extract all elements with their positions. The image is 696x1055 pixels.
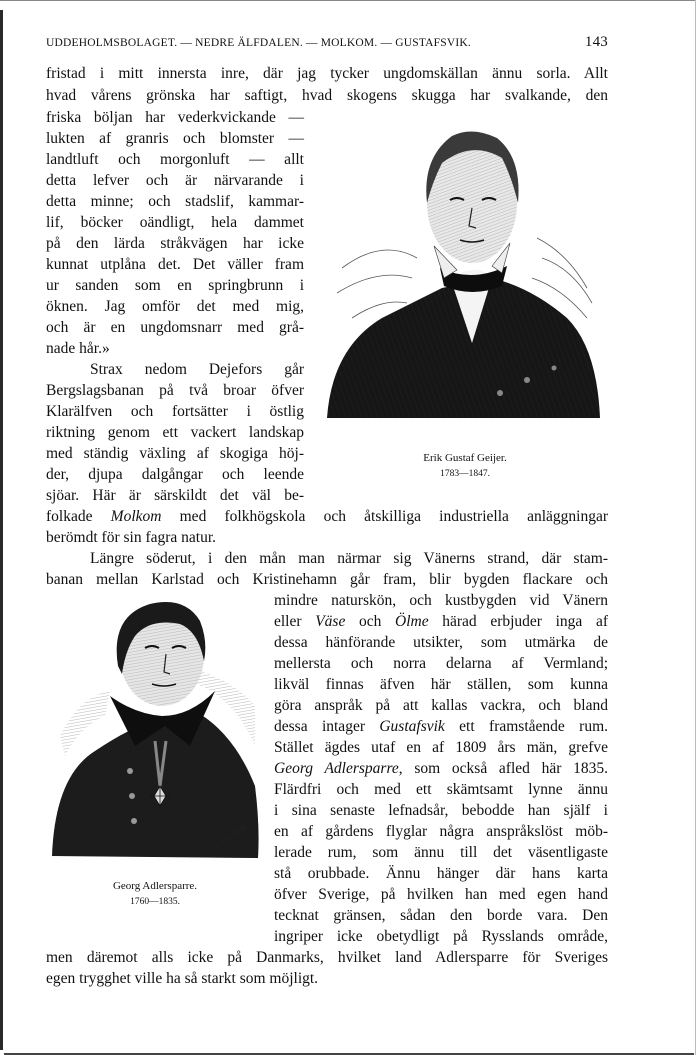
text-line: lif, böcker oändligt, hela dammet [46, 214, 304, 231]
text-line [46, 507, 608, 527]
running-head-title: UDDEHOLMSBOLAGET. — NEDRE ÄLFDALEN. — MOLKOM. — GUSTAFSVIK. [46, 37, 471, 49]
text-run: , som också afled här 1835. [398, 760, 608, 777]
text-line: riktning genom ett vackert landskap [46, 424, 304, 441]
portrait-georg-adlersparre [50, 596, 262, 864]
caption-years: 1760—1835. [130, 897, 180, 907]
text-line: Bergslagsbanan på två broar öfver [46, 382, 304, 399]
text-line: ingriper icke obetydligt på Rysslands område, [274, 928, 608, 945]
text-run: och [345, 613, 396, 630]
text-line: banan mellan Karlstad och Kristinehamn går fram, blir bygden flackare och [46, 571, 608, 588]
text-line: ur sanden som en springbrunn i [46, 277, 304, 294]
text-line: landtluft och morgonluft — allt [46, 151, 304, 168]
engraver-signature: J. ENGBERG [214, 820, 252, 850]
text-line: lukten af granris och blomster — [46, 130, 304, 147]
page-left-edge [0, 10, 3, 1050]
text-line [274, 612, 608, 632]
place-name-molkom: Molkom [110, 508, 162, 525]
text-line: öfver Sverige, på hvilken han med egen hand [274, 886, 608, 903]
text-line: Stället ägdes utaf en af 1809 års män, grefve [274, 739, 608, 756]
person-name-georg-adlersparre: Georg Adlersparre [274, 760, 399, 777]
page-number: 143 [584, 34, 608, 50]
caption-name: Georg Adlersparre. [112, 880, 198, 892]
text-line: der, djupa dalgångar och leende [46, 466, 304, 483]
text-line: en af gårdens flyglar några anspråkslöst möb- [274, 823, 608, 840]
text-line: friska böljan har vederkvickande — [46, 109, 304, 126]
text-line [274, 717, 608, 737]
caption-adlersparre [60, 878, 250, 910]
engraving-portrait-icon [322, 118, 602, 428]
text-line: Klarälfven och fortsätter i östlig [46, 403, 304, 420]
caption-name: Erik Gustaf Geijer. [423, 452, 507, 464]
text-line: dessa hänförande utsikter, som utmärka de [274, 634, 608, 651]
text-run: dessa intager [274, 718, 380, 735]
text-line: berömdt för sin fagra natur. [46, 529, 217, 546]
text-line: göra anspråk på att kallas vackra, och bland [274, 697, 608, 714]
text-line: detta minne; och stadslif, kammar- [46, 193, 304, 210]
text-run: härad erbjuder inga af [428, 613, 608, 630]
text-line: Flärdfri och med ett skämtsamt lynne ännu [274, 781, 608, 798]
text-line: nade hår.» [46, 340, 110, 357]
text-line: i sina senaste lefnadsår, bebodde han själf i [274, 802, 608, 819]
text-line: öknen. Jag omför det med mig, [46, 298, 304, 315]
text-line: detta lefver och är närvarande i [46, 172, 304, 189]
text-line: Längre söderut, i den mån man närmar sig Vänerns strand, där stam- [90, 550, 608, 567]
place-name-gustafsvik: Gustafsvik [379, 718, 445, 735]
running-head [46, 34, 608, 51]
caption-geijer [352, 450, 578, 482]
text-line: fristad i mitt innersta inre, där jag tycker ungdomskällan ännu sorla. Allt [46, 65, 608, 82]
text-line: lerade rum, som ännu till det väsentligaste [274, 844, 608, 861]
place-name-vase: Väse [315, 613, 346, 630]
engraving-portrait-icon [50, 596, 262, 864]
text-line: och är en ungdomsnarr med grå- [46, 319, 304, 336]
text-line: tecknat gränsen, sådan den borde vara. Den [274, 907, 608, 924]
portrait-erik-gustaf-geijer [322, 118, 602, 428]
text-line: mellersta och norra delarna af Vermland; [274, 655, 608, 672]
text-line: Strax nedom Dejefors går [90, 361, 304, 378]
place-name-olme: Ölme [395, 613, 429, 630]
text-line: men däremot alls icke på Danmarks, hvilket land Adlersparre för Sveriges [46, 949, 608, 966]
text-line: egen trygghet ville ha så starkt som möjligt. [46, 970, 319, 987]
text-line: sjöar. Här är särskildt det väl be- [46, 487, 304, 504]
page-top-edge [0, 0, 696, 1]
text-run: folkade [46, 508, 111, 525]
caption-years: 1783—1847. [440, 469, 490, 479]
text-line: stå orubbade. Ännu hänger där hans karta [274, 865, 608, 882]
text-line: hvad vårens grönska har saftigt, hvad skogens skugga har svalkande, den [46, 87, 608, 104]
text-run: ett framstående rum. [444, 718, 608, 735]
text-line: med ständig växling af skogiga höj- [46, 445, 304, 462]
text-line: kunnat utplåna det. Det väller fram [46, 256, 304, 273]
text-run: med folkhögskola och åtskilliga industriella anläggningar [161, 508, 608, 525]
text-line: mindre naturskön, och kustbygden vid Vänern [274, 592, 608, 609]
text-line: på den lärda stråkvägen har icke [46, 235, 304, 252]
text-run: eller [274, 613, 316, 630]
text-line [274, 759, 608, 779]
text-line: likväl finnas äfven här ställen, som kunna [274, 676, 608, 693]
